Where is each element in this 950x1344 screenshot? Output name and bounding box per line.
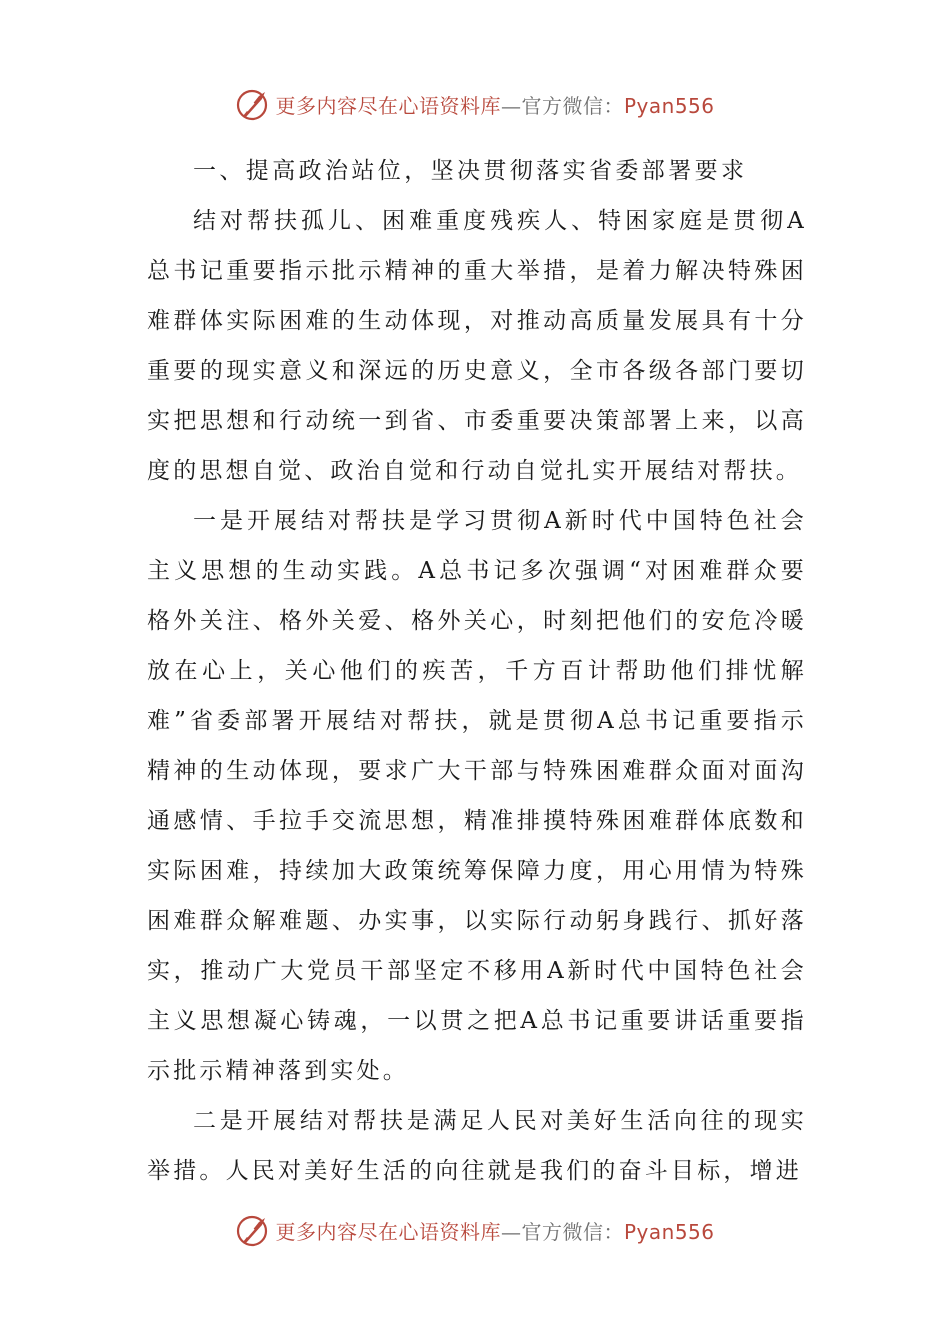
watermark-site-text: 更多内容尽在心语资料库 bbox=[275, 93, 501, 118]
paragraph-point-one: 一是开展结对帮扶是学习贯彻A新时代中国特色社会主义思想的生动实践。A总书记多次强调“对困难群众要格外关注、格外关爱、格外关心，时刻把他们的安危冷暖放在心上，关心他们的疾苦，千方百计帮助他们排忧解难”省委部署开展结对帮扶，就是贯彻A总书记重要指示精神的生动体现，要求广大干部与特殊困难群众面对面沟通感情、手拉手交流思想，精准排摸特殊困难群体底数和实际困难，持续加大政策统筹保障力度，用心用情为特殊困难群众解难题、办实事，以实际行动躬身践行、抓好落实，推动广大党员干部坚定不移用A新时代中国特色社会主义思想凝心铸魂，一以贯之把A总书记重要讲话重要指示批示精神落到实处。 bbox=[147, 508, 807, 1084]
watermark-text bbox=[275, 90, 714, 119]
watermark-wechat-label: 官方微信： bbox=[521, 93, 624, 118]
document-body bbox=[147, 146, 807, 1196]
watermark-wechat-id: Pyan556 bbox=[623, 1219, 715, 1244]
watermark-site-text: 更多内容尽在心语资料库 bbox=[275, 1219, 501, 1244]
watermark-banner-bottom bbox=[0, 1208, 950, 1252]
watermark-banner-top bbox=[0, 82, 950, 126]
watermark-wechat-label: 官方微信： bbox=[521, 1219, 624, 1244]
section-heading: 一、提高政治站位，坚决贯彻落实省委部署要求 bbox=[193, 158, 748, 184]
quill-logo-icon bbox=[235, 1212, 271, 1248]
watermark-separator: — bbox=[500, 1219, 522, 1244]
quill-logo-icon bbox=[235, 86, 271, 122]
watermark-wechat-id: Pyan556 bbox=[623, 93, 715, 118]
watermark-text bbox=[275, 1216, 714, 1245]
paragraph-intro: 结对帮扶孤儿、困难重度残疾人、特困家庭是贯彻A总书记重要指示批示精神的重大举措，是着力解决特殊困难群体实际困难的生动体现，对推动高质量发展具有十分重要的现实意义和深远的历史意义，全市各级各部门要切实把思想和行动统一到省、市委重要决策部署上来，以高度的思想自觉、政治自觉和行动自觉扎实开展结对帮扶。 bbox=[147, 208, 807, 484]
paragraph-point-two: 二是开展结对帮扶是满足人民对美好生活向往的现实举措。人民对美好生活的向往就是我们的奋斗目标，增进 bbox=[147, 1108, 807, 1184]
watermark-separator: — bbox=[500, 93, 522, 118]
